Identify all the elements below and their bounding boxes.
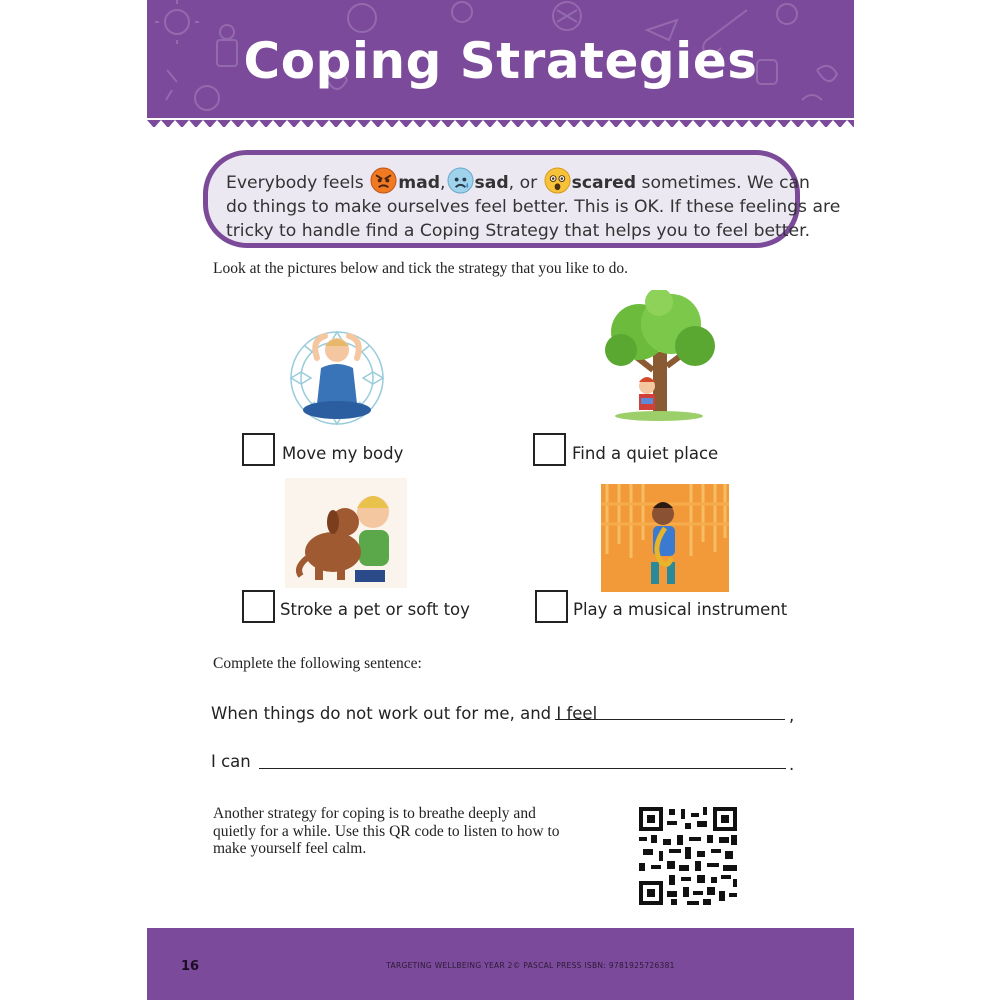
footer-credit: TARGETING WELLBEING YEAR 2© PASCAL PRESS ISBN: 9781925726381	[386, 961, 675, 970]
page-number: 16	[181, 959, 200, 974]
sentence-two: I can	[211, 752, 251, 771]
intro-comma: ,	[440, 173, 446, 193]
sentence-one-comma: ,	[789, 706, 795, 725]
scared-face-icon	[544, 167, 571, 194]
completion-prompt: Complete the following sentence:	[213, 655, 422, 672]
option-label-move-my-body: Move my body	[282, 444, 404, 463]
checkbox-find-a-quiet-place[interactable]	[533, 433, 566, 466]
intro-text	[226, 167, 841, 243]
header-banner	[147, 0, 854, 130]
sad-face-icon	[447, 167, 474, 194]
tree-quiet-place-illustration	[599, 290, 719, 422]
scared-word: scared	[571, 173, 637, 193]
checkbox-stroke-a-pet[interactable]	[242, 590, 275, 623]
breathing-strategy-text: Another strategy for coping is to breathe deeply and quietly for a while. Use this QR code to listen to how to make yourself feel calm.	[213, 805, 560, 857]
page-footer	[147, 928, 854, 1000]
child-playing-saxophone-illustration	[601, 484, 729, 592]
option-label-play-instrument: Play a musical instrument	[573, 600, 788, 619]
qr-code-icon[interactable]	[637, 805, 739, 907]
intro-line2: do things to make ourselves feel better. This is OK. If these feelings are	[226, 197, 841, 217]
intro-line1-start: Everybody feels	[226, 173, 370, 193]
yoga-child-illustration	[287, 318, 387, 438]
coping-answer-line[interactable]	[259, 768, 786, 769]
intro-line3: tricky to handle find a Coping Strategy that helps you to feel better.	[226, 221, 811, 241]
child-hugging-dog-illustration	[285, 478, 407, 588]
sad-word: sad	[474, 173, 509, 193]
angry-face-icon	[370, 167, 397, 194]
option-label-find-a-quiet-place: Find a quiet place	[572, 444, 719, 463]
checkbox-play-instrument[interactable]	[535, 590, 568, 623]
instruction-text: Look at the pictures below and tick the strategy that you like to do.	[213, 260, 628, 277]
checkbox-move-my-body[interactable]	[242, 433, 275, 466]
feeling-answer-line[interactable]	[555, 719, 785, 720]
option-label-stroke-a-pet: Stroke a pet or soft toy	[280, 600, 470, 619]
intro-line1-end: sometimes. We can	[636, 173, 810, 193]
intro-line1-mid: , or	[508, 173, 543, 193]
worksheet-page	[147, 0, 854, 1000]
mad-word: mad	[398, 173, 441, 193]
page-title: Coping Strategies	[243, 32, 758, 90]
intro-bubble	[203, 150, 841, 248]
sentence-one: When things do not work out for me, and I feel	[211, 704, 598, 723]
sentence-two-period: .	[789, 755, 795, 774]
